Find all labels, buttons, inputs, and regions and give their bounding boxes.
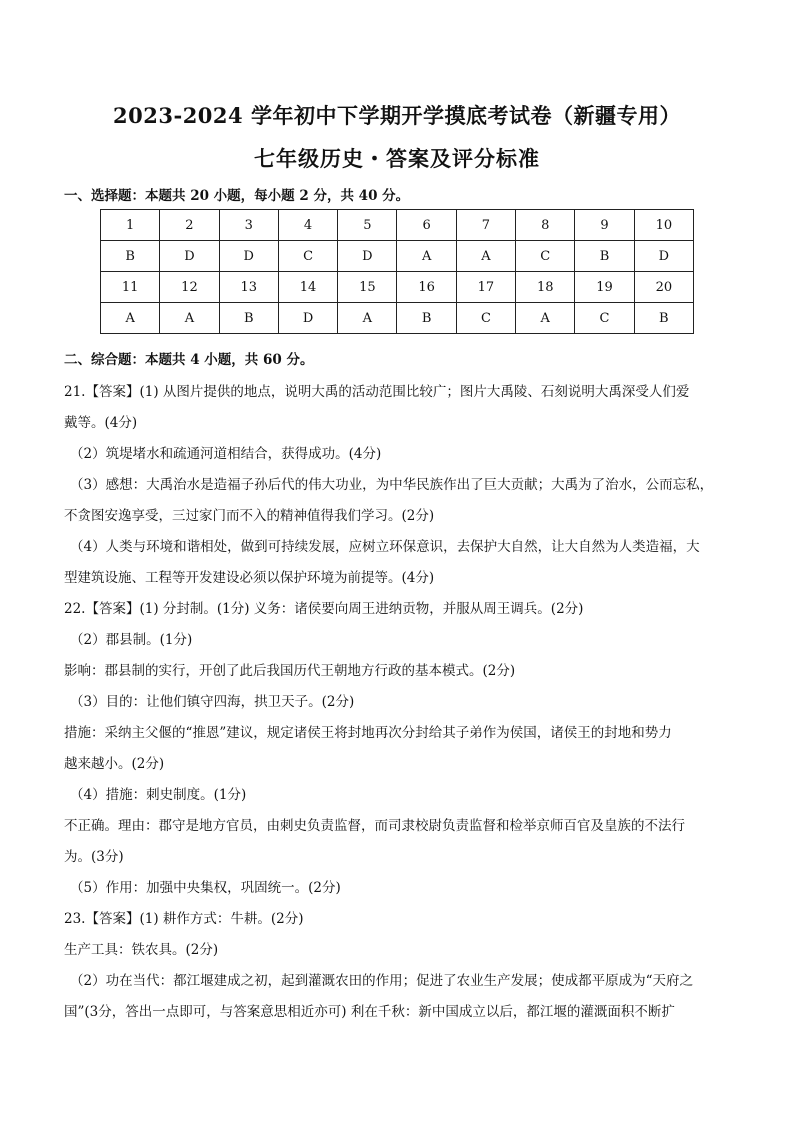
answer-line: （4）人类与环境和谐相处，做到可持续发展，应树立环保意识，去保护大自然，让大自然为人类造福，大 (70, 539, 700, 555)
table-cell: 9 (575, 210, 634, 241)
answer-line: 23.【答案】(1) 耕作方式：牛耕。(2分) (64, 911, 304, 927)
answer-line: （5）作用：加强中央集权，巩固统一。(2分) (70, 880, 341, 896)
answer-line: 为。(3分) (64, 849, 124, 865)
answer-line: 越来越小。(2分) (64, 756, 165, 772)
table-cell: B (575, 241, 634, 272)
answer-line: 不正确。理由：郡守是地方官员，由刺史负责监督，而司隶校尉负责监督和检举京师百官及皇族的不法行 (64, 818, 685, 834)
table-cell: 13 (219, 272, 278, 303)
table-cell: 6 (397, 210, 456, 241)
table-cell: 14 (278, 272, 337, 303)
table-cell: C (456, 303, 515, 334)
table-cell: C (575, 303, 634, 334)
table-row (101, 241, 694, 272)
table-cell: B (634, 303, 693, 334)
table-cell: 2 (160, 210, 219, 241)
table-cell: D (338, 241, 397, 272)
answer-line: 影响：郡县制的实行，开创了此后我国历代王朝地方行政的基本模式。(2分) (64, 663, 516, 679)
answer-line: 措施：采纳主父偃的“推恩”建议，规定诸侯王将封地再次分封给其子弟作为侯国，诸侯王的封地和势力 (64, 725, 672, 741)
answer-line: （2）功在当代：都江堰建成之初，起到灌溉农田的作用；促进了农业生产发展；使成都平原成为“天府之 (70, 973, 693, 989)
table-cell: C (516, 241, 575, 272)
table-cell: A (101, 303, 160, 334)
table-cell: B (397, 303, 456, 334)
table-row (101, 272, 694, 303)
answer-line: 22.【答案】(1) 分封制。(1分) 义务：诸侯要向周王进纳贡物，并服从周王调兵。(2分) (64, 601, 584, 617)
table-cell: 10 (634, 210, 693, 241)
answer-line: （3）感想：大禹治水是造福子孙后代的伟大功业，为中华民族作出了巨大贡献；大禹为了治水，公而忘私， (70, 477, 714, 493)
table-cell: A (516, 303, 575, 334)
answer-line: （3）目的：让他们镇守四海，拱卫天子。(2分) (70, 694, 355, 710)
table-cell: 8 (516, 210, 575, 241)
answer-line: 生产工具：铁农具。(2分) (64, 942, 219, 958)
table-cell: A (338, 303, 397, 334)
table-cell: 4 (278, 210, 337, 241)
table-cell: 11 (101, 272, 160, 303)
answer-line: （2）郡县制。(1分) (70, 632, 193, 648)
table-cell: 1 (101, 210, 160, 241)
table-cell: 12 (160, 272, 219, 303)
table-cell: D (219, 241, 278, 272)
answer-text (64, 377, 730, 1028)
table-cell: 16 (397, 272, 456, 303)
table-row (101, 210, 694, 241)
answer-line: 型建筑设施、工程等开发建设必须以保护环境为前提等。(4分) (64, 570, 435, 586)
table-cell: 19 (575, 272, 634, 303)
table-cell: 5 (338, 210, 397, 241)
table-cell: C (278, 241, 337, 272)
answer-line: （2）筑堤堵水和疏通河道相结合，获得成功。(4分) (70, 446, 382, 462)
table-row (101, 303, 694, 334)
table-cell: 15 (338, 272, 397, 303)
table-cell: 18 (516, 272, 575, 303)
table-cell: D (634, 241, 693, 272)
table-cell: A (397, 241, 456, 272)
table-cell: D (278, 303, 337, 334)
section-2-heading: 二、综合题：本题共 4 小题，共 60 分。 (64, 352, 314, 368)
document-subtitle: 七年级历史・答案及评分标准 (254, 146, 540, 171)
table-cell: 3 (219, 210, 278, 241)
answer-line: （4）措施：刺史制度。(1分) (70, 787, 247, 803)
table-cell: A (456, 241, 515, 272)
table-cell: B (101, 241, 160, 272)
answer-line: 21.【答案】(1) 从图片提供的地点，说明大禹的活动范围比较广；图片大禹陵、石刻说明大禹深受人们爱 (64, 384, 690, 400)
table-cell: D (160, 241, 219, 272)
answer-line: 不贪图安逸享受，三过家门而不入的精神值得我们学习。(2分) (64, 508, 435, 524)
table-cell: 20 (634, 272, 693, 303)
table-cell: B (219, 303, 278, 334)
answer-line: 国”(3分，答出一点即可，与答案意思相近亦可) 利在千秋：新中国成立以后，都江堰的灌溉面积不断扩 (64, 1004, 675, 1020)
table-cell: 7 (456, 210, 515, 241)
answer-line: 戴等。(4分) (64, 415, 138, 431)
answer-table (100, 209, 694, 334)
document-title: 2023-2024 学年初中下学期开学摸底考试卷（新疆专用） (113, 103, 681, 128)
section-1-heading: 一、选择题：本题共 20 小题，每小题 2 分，共 40 分。 (64, 188, 410, 204)
table-cell: 17 (456, 272, 515, 303)
table-cell: A (160, 303, 219, 334)
